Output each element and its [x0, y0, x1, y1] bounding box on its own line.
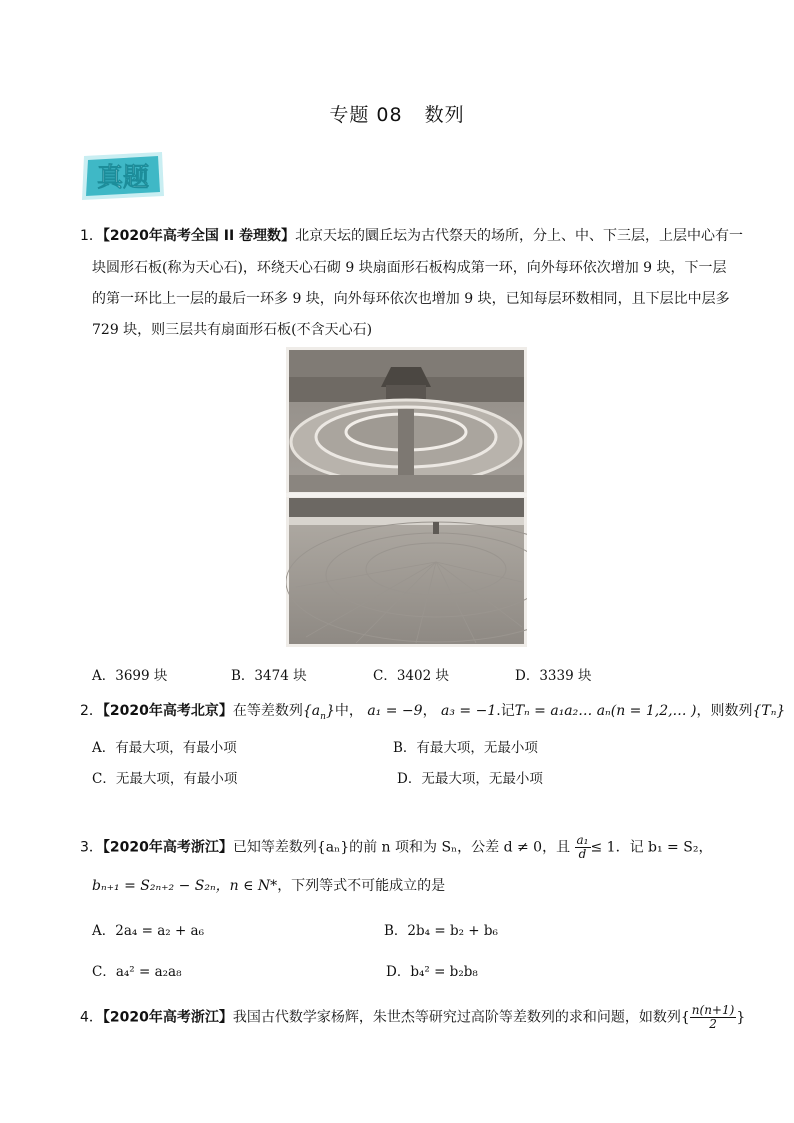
title-prefix: 专题 08 — [329, 104, 403, 126]
q3-fraction — [575, 834, 591, 861]
q2-stem-b: 中， — [334, 703, 363, 719]
q4-fraction-denominator: 2 — [709, 1017, 717, 1031]
q2-line1: 2．【2020年高考北京】在等差数列$\{a_n\}$中， a₁ = −9， a₃ = −1.记Tₙ = a₁a₂… aₙ(n = 1,2,… )，则数列{Tₙ} — [80, 703, 786, 722]
q1-line2: 块圆形石板(称为天心石)，环绕天心石砌 9 块扇面形石板构成第一环，向外每环依次增加 9 块，下一层 — [92, 260, 727, 276]
q1-option-c: C．3402 块 — [373, 668, 449, 684]
q2-sequence: {a — [302, 703, 321, 719]
q2-stem-a: 在等差数列 — [232, 703, 303, 719]
q1-source: 【2020年高考全国 II 卷理数】 — [102, 228, 296, 244]
q2-source: 【2020年高考北京】 — [102, 703, 233, 719]
q3-option-c: C．a₄² = a₂a₈ — [92, 964, 182, 980]
real-exam-badge — [80, 150, 166, 202]
q3-option-b: B．2b₄ = b₂ + b₆ — [384, 923, 498, 939]
q2-stem-c: .记 — [496, 703, 515, 719]
q1-option-d: D．3339 块 — [515, 668, 592, 684]
title-main: 数列 — [424, 104, 465, 126]
q4-stem: 我国古代数学家杨辉，朱世杰等研究过高阶等差数列的求和问题，如数列{ — [232, 1009, 690, 1026]
q3-source: 【2020年高考浙江】 — [102, 839, 233, 856]
q1-line4: 729 块，则三层共有扇面形石板(不含天心石) — [92, 322, 373, 338]
q4-fraction-numerator: n(n+1) — [691, 1003, 735, 1017]
q3-fraction-numerator: a₁ — [576, 833, 589, 847]
q2-stem-d: ，则数列 — [696, 703, 753, 719]
q3-line2-text: ，下列等式不可能成立的是 — [277, 878, 446, 894]
badge-text: 真题 — [96, 163, 150, 193]
q3-line1 — [80, 834, 712, 861]
q2-a3: a₃ = −1 — [441, 703, 497, 719]
q1-line3: 的第一环比上一层的最后一环多 9 块，向外每环依次也增加 9 块，已知每层环数相同，且下层比中层多 — [92, 291, 730, 307]
q3-fraction-denominator: d — [578, 847, 587, 861]
q4-line1 — [80, 1004, 745, 1031]
q2-number: 2． — [80, 703, 103, 719]
q4-number: 4． — [80, 1009, 103, 1026]
q3-stem-a: 已知等差数列{aₙ}的前 n 项和为 Sₙ，公差 d ≠ 0，且 — [232, 839, 571, 856]
q2-a1: a₁ = −9 — [367, 703, 423, 719]
q1-option-a: A．3699 块 — [92, 668, 168, 684]
q1-line1 — [80, 226, 743, 246]
q3-option-d: D．b₄² = b₂b₈ — [386, 964, 478, 980]
q3-stem-b: ≤ 1．记 b₁ = S₂， — [590, 839, 713, 856]
q2-option-d: D．无最大项，无最小项 — [397, 771, 543, 787]
q4-fraction — [690, 1004, 737, 1031]
q2-option-b: B．有最大项，无最小项 — [393, 740, 538, 756]
q2-tn: Tₙ = a₁a₂… aₙ(n = 1,2,… ) — [514, 703, 697, 719]
q2-tn-sequence: {Tₙ} — [752, 703, 786, 719]
page-title — [0, 100, 794, 127]
q3-option-a: A．2a₄ = a₂ + a₆ — [92, 923, 205, 939]
q1-number: 1． — [80, 228, 103, 244]
q2-option-a: A．有最大项，有最小项 — [92, 740, 237, 756]
q3-number: 3． — [80, 839, 103, 856]
q3-line2 — [92, 876, 445, 896]
circular-mound-altar-photo — [286, 347, 527, 647]
q4-close: } — [736, 1009, 746, 1026]
q3-recurrence: bₙ₊₁ = S₂ₙ₊₂ − S₂ₙ，n ∈ N* — [92, 878, 278, 894]
q2-sequence-sub: n — [320, 711, 326, 722]
q2-sequence-close: } — [325, 703, 335, 719]
q4-source: 【2020年高考浙江】 — [102, 1009, 233, 1026]
q1-option-b: B．3474 块 — [231, 668, 307, 684]
q1-text-1: 北京天坛的圜丘坛为古代祭天的场所，分上、中、下三层，上层中心有一 — [295, 228, 744, 244]
q2-option-c: C．无最大项，有最小项 — [92, 771, 238, 787]
